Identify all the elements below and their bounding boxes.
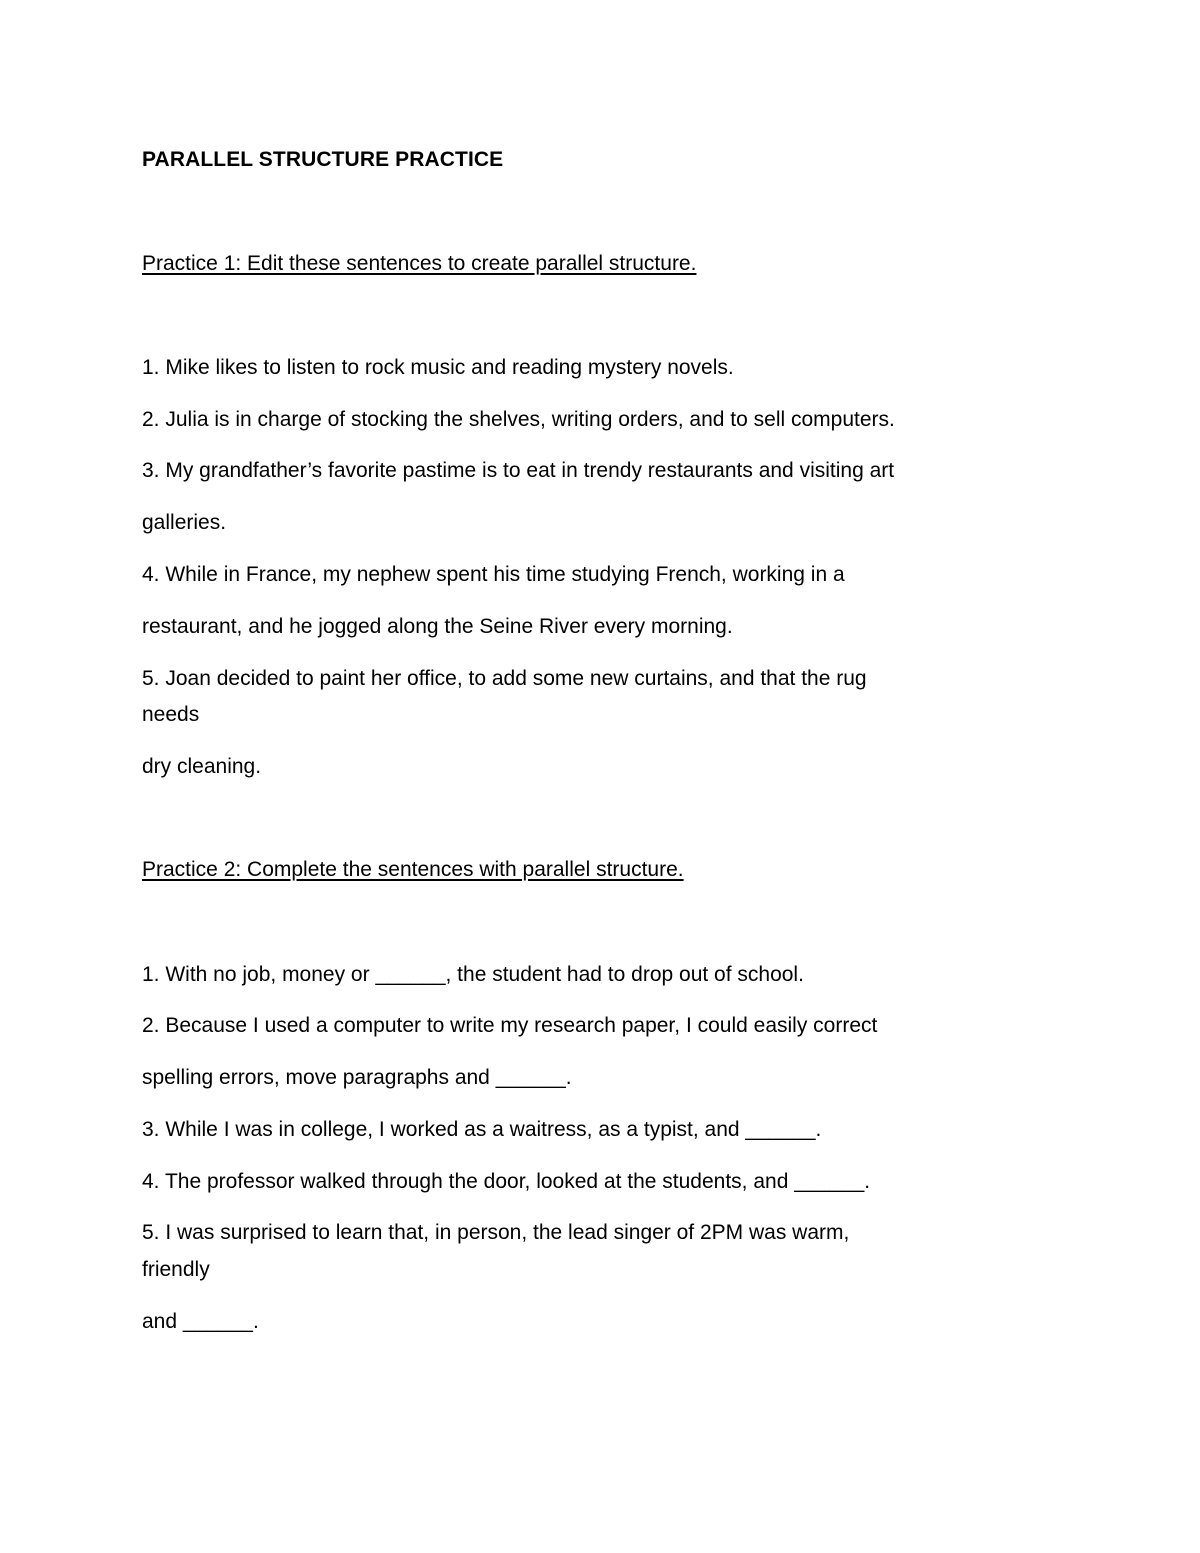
practice-2-line: 1. With no job, money or ______, the student had to drop out of school. [142,963,804,986]
practice-1-line: 1. Mike likes to listen to rock music and reading mystery novels. [142,356,734,379]
practice-2-line: 5. I was surprised to learn that, in person, the lead singer of 2PM was warm, [142,1221,850,1244]
practice-1-line: needs [142,703,200,726]
practice-2-line: 3. While I was in college, I worked as a waitress, as a typist, and ______. [142,1118,822,1141]
practice-1-line: dry cleaning. [142,755,262,778]
practice-1-heading: Practice 1: Edit these sentences to create parallel structure. [142,252,697,275]
practice-2-line: 2. Because I used a computer to write my research paper, I could easily correct [142,1014,878,1037]
practice-1-line: restaurant, and he jogged along the Seine River every morning. [142,615,733,638]
practice-1-line: 4. While in France, my nephew spent his time studying French, working in a [142,563,845,586]
practice-1-line: 3. My grandfather’s favorite pastime is to eat in trendy restaurants and visiting art [142,459,895,482]
practice-2-line: and ______. [142,1310,259,1333]
page-title: PARALLEL STRUCTURE PRACTICE [142,148,504,171]
practice-1-line: 2. Julia is in charge of stocking the shelves, writing orders, and to sell computers. [142,408,895,431]
practice-2-line: friendly [142,1258,210,1281]
practice-2-line: 4. The professor walked through the door, looked at the students, and ______. [142,1170,871,1193]
practice-1-line: 5. Joan decided to paint her office, to add some new curtains, and that the rug [142,667,867,690]
practice-1-line: galleries. [142,511,227,534]
practice-2-heading: Practice 2: Complete the sentences with parallel structure. [142,858,684,881]
practice-2-line: spelling errors, move paragraphs and ______. [142,1066,572,1089]
